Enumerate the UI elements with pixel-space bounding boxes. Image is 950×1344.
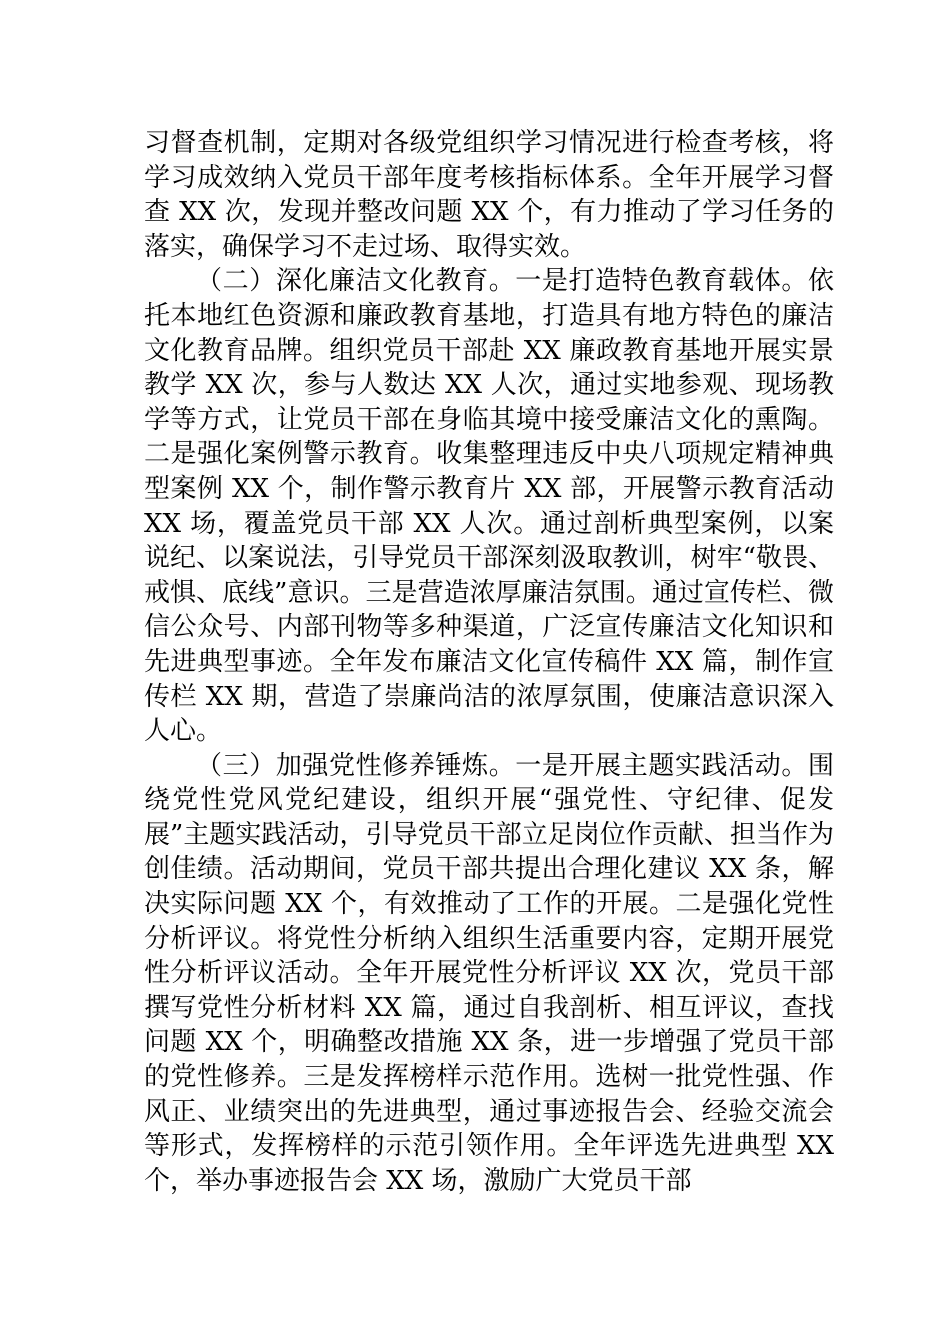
paragraph-continuation: 习督查机制，定期对各级党组织学习情况进行检查考核，将学习成效纳入党员干部年度考核指标体系。全年开展学习督查 XX 次，发现并整改问题 XX 个，有力推动了学习任务的落实，确保学习不走过场、取得实效。 — [144, 128, 834, 262]
document-body — [144, 126, 834, 1198]
paragraph-party-spirit-cultivation: （三）加强党性修养锤炼。一是开展主题实践活动。围绕党性党风党纪建设，组织开展“强党性、守纪律、促发展”主题实践活动，引导党员干部立足岗位作贡献、担当作为创佳绩。活动期间，党员干部共提出合理化建议 XX 条，解决实际问题 XX 个，有效推动了工作的开展。二是强化党性分析评议。将党性分析纳入组织生活重要内容，定期开展党性分析评议活动。全年开展党性分析评议 XX 次，党员干部撰写党性分析材料 XX 篇，通过自我剖析、相互评议，查找问题 XX 个，明确整改措施 XX 条，进一步增强了党员干部的党性修养。三是发挥榜样示范作用。选树一批党性强、作风正、业绩突出的先进典型，通过事迹报告会、经验交流会等形式，发挥榜样的示范引领作用。全年评选先进典型 XX 个，举办事迹报告会 XX 场，激励广大党员干部 — [144, 750, 834, 1196]
paragraph-integrity-culture-education: （二）深化廉洁文化教育。一是打造特色教育载体。依托本地红色资源和廉政教育基地，打造具有地方特色的廉洁文化教育品牌。组织党员干部赴 XX 廉政教育基地开展实景教学 XX 次，参与人数达 XX 人次，通过实地参观、现场教学等方式，让党员干部在身临其境中接受廉洁文化的熏陶。二是强化案例警示教育。收集整理违反中央八项规定精神典型案例 XX 个，制作警示教育片 XX 部，开展警示教育活动 XX 场，覆盖党员干部 XX 人次。通过剖析典型案例，以案说纪、以案说法，引导党员干部深刻汲取教训，树牢“敬畏、戒惧、底线”意识。三是营造浓厚廉洁氛围。通过宣传栏、微信公众号、内部刊物等多种渠道，广泛宣传廉洁文化知识和先进典型事迹。全年发布廉洁文化宣传稿件 XX 篇，制作宣传栏 XX 期，营造了崇廉尚洁的浓厚氛围，使廉洁意识深入人心。 — [144, 266, 834, 747]
